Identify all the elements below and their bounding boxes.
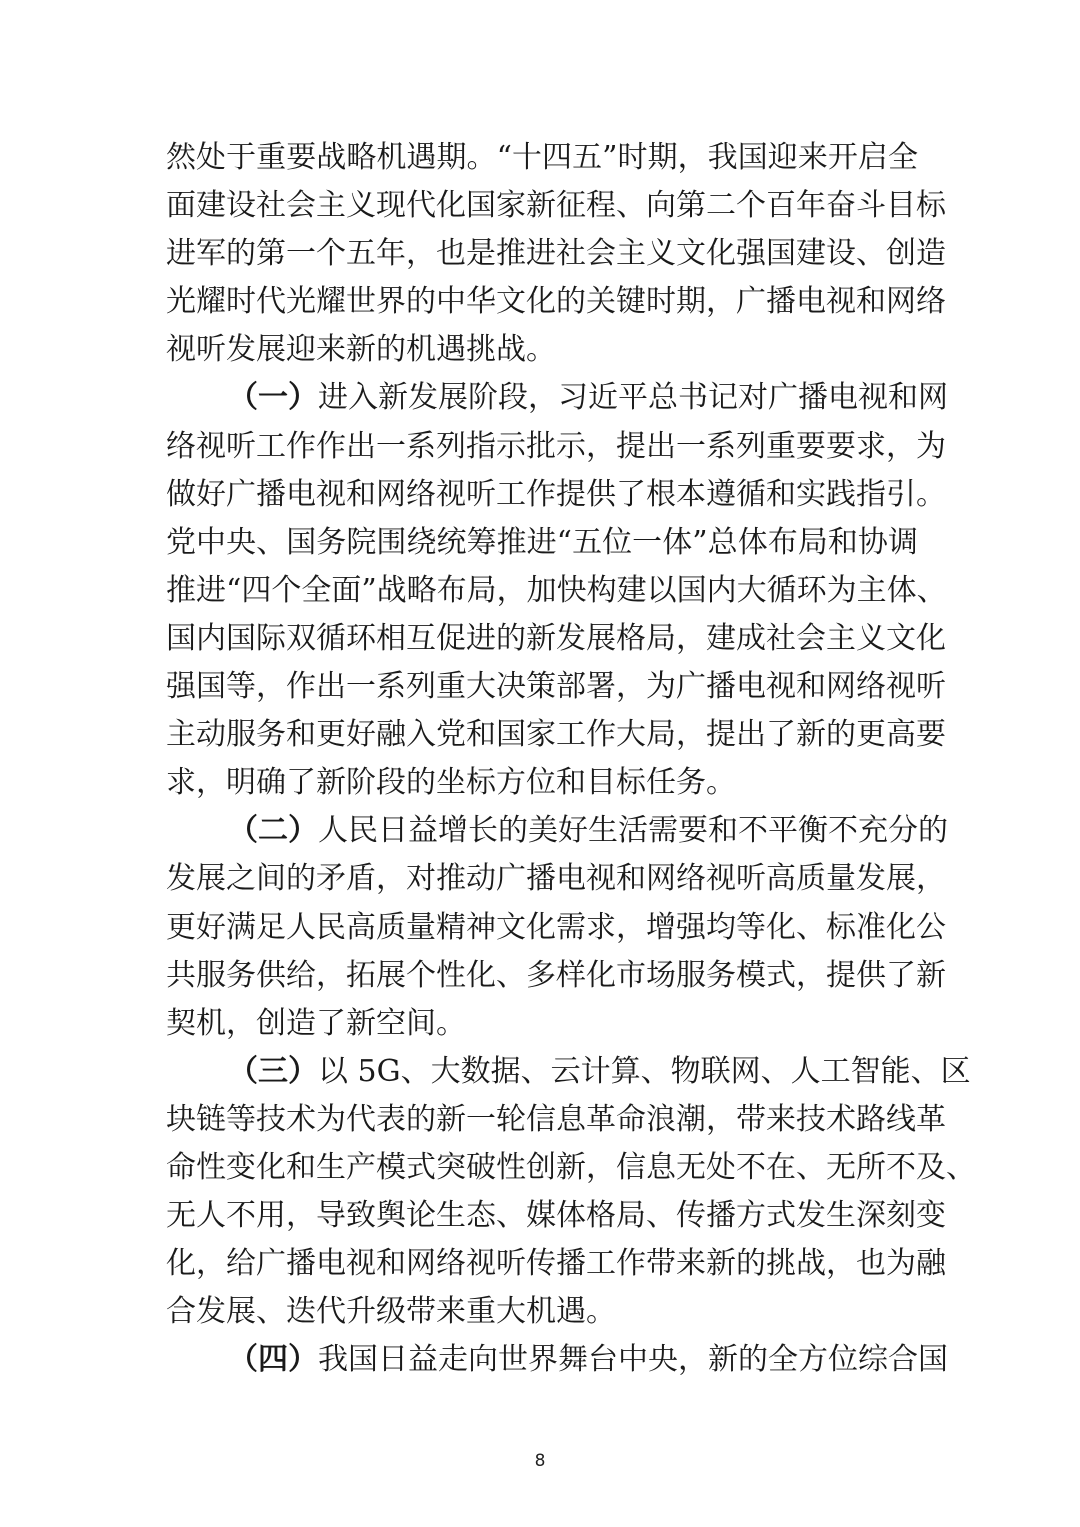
text-line (166, 1144, 976, 1192)
paragraph (166, 374, 948, 807)
line-text: 推进“四个全面”战略布局，加快构建以国内大循环为主体、 (166, 572, 947, 608)
text-line (166, 519, 918, 567)
line-text: 发展之间的矛盾，对推动广播电视和网络视听高质量发展， (166, 861, 946, 897)
line-text: 进入新发展阶段，习近平总书记对广播电视和网 (318, 380, 948, 416)
paragraph (166, 1048, 976, 1337)
body-text (166, 134, 976, 1384)
line-text: 络视听工作作出一系列指示批示，提出一系列重要要求，为 (166, 428, 946, 464)
text-line (166, 230, 946, 278)
paragraph (166, 807, 948, 1047)
line-text: 进军的第一个五年，也是推进社会主义文化强国建设、创造 (166, 236, 946, 272)
line-text: 光耀时代光耀世界的中华文化的关键时期，广播电视和网络 (166, 284, 946, 320)
section-marker: （一） (228, 380, 318, 416)
text-line (166, 855, 946, 903)
paragraph (166, 134, 946, 374)
line-text: 我国日益走向世界舞台中央，新的全方位综合国 (318, 1342, 948, 1378)
text-line (166, 807, 948, 855)
text-line (166, 471, 946, 519)
text-line (166, 1192, 946, 1240)
text-line (166, 326, 918, 374)
line-text: 命性变化和生产模式突破性创新，信息无处不在、无所不及、 (166, 1149, 976, 1185)
text-line (166, 1288, 918, 1336)
section-marker: （三） (228, 1053, 318, 1089)
line-text: 求，明确了新阶段的坐标方位和目标任务。 (166, 765, 736, 801)
text-line (166, 278, 946, 326)
line-text: 国内国际双循环相互促进的新发展格局，建成社会主义文化 (166, 620, 946, 656)
text-line (166, 134, 918, 182)
text-line (166, 567, 947, 615)
section-marker: （四） (228, 1342, 318, 1378)
line-text: 做好广播电视和网络视听工作提供了根本遵循和实践指引。 (166, 476, 946, 512)
text-line (166, 1336, 948, 1384)
line-text: 视听发展迎来新的机遇挑战。 (166, 332, 556, 368)
text-line (166, 1048, 971, 1096)
line-text: 无人不用，导致舆论生态、媒体格局、传播方式发生深刻变 (166, 1198, 946, 1234)
line-text: 更好满足人民高质量精神文化需求，增强均等化、标准化公 (166, 909, 946, 945)
text-line (166, 423, 946, 471)
line-text: 以 5G、大数据、云计算、物联网、人工智能、区 (318, 1053, 971, 1089)
line-text: 块链等技术为代表的新一轮信息革命浪潮，带来技术路线革 (166, 1101, 946, 1137)
line-text: 人民日益增长的美好生活需要和不平衡不充分的 (318, 813, 948, 849)
text-line (166, 663, 946, 711)
text-line (166, 1096, 946, 1144)
text-line (166, 1000, 918, 1048)
text-line (166, 374, 948, 422)
line-text: 强国等，作出一系列重大决策部署，为广播电视和网络视听 (166, 669, 946, 705)
text-line (166, 952, 946, 1000)
text-line (166, 1240, 946, 1288)
text-line (166, 904, 946, 952)
section-marker: （二） (228, 813, 318, 849)
line-text: 主动服务和更好融入党和国家工作大局，提出了新的更高要 (166, 717, 946, 753)
line-text: 共服务供给，拓展个性化、多样化市场服务模式，提供了新 (166, 957, 946, 993)
line-text: 党中央、国务院围绕统筹推进“五位一体”总体布局和协调 (166, 524, 918, 560)
text-line (166, 759, 918, 807)
line-text: 合发展、迭代升级带来重大机遇。 (166, 1294, 616, 1330)
line-text: 面建设社会主义现代化国家新征程、向第二个百年奋斗目标 (166, 188, 946, 224)
line-text: 化，给广播电视和网络视听传播工作带来新的挑战，也为融 (166, 1246, 946, 1282)
line-text: 契机，创造了新空间。 (166, 1005, 466, 1041)
line-text: 然处于重要战略机遇期。“十四五”时期，我国迎来开启全 (166, 140, 918, 175)
text-line (166, 711, 946, 759)
page-number: 8 (534, 1451, 546, 1471)
paragraph (166, 1336, 948, 1384)
text-line (166, 615, 946, 663)
text-line (166, 182, 946, 230)
